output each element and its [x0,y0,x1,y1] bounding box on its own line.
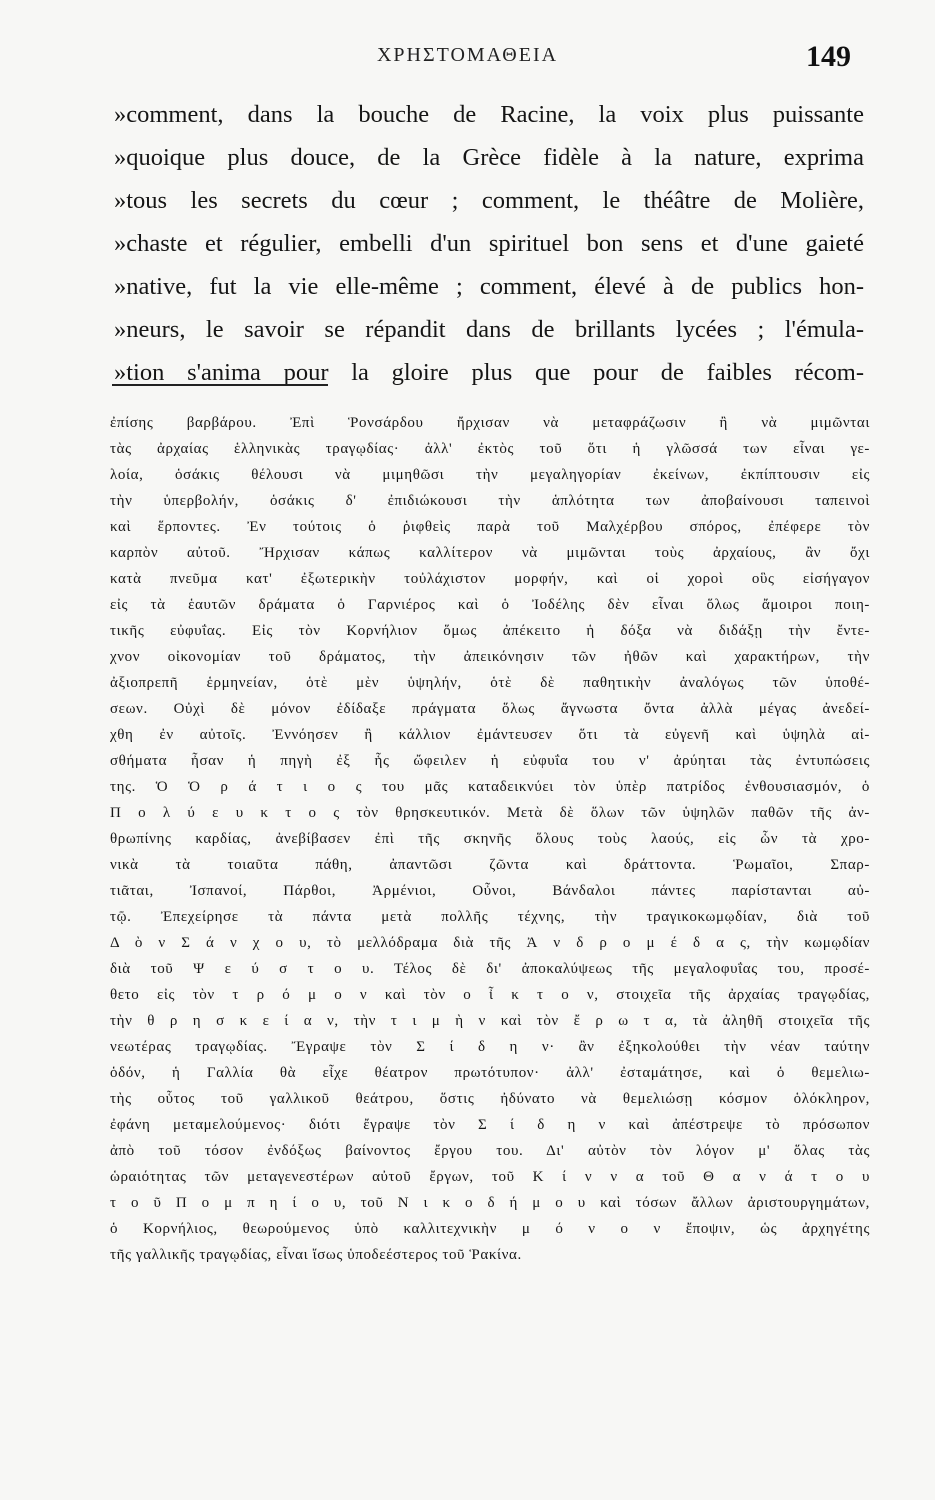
french-text-line: »tous les secrets du cœur ; comment, le théâtre de Molière, [114,187,864,214]
greek-text-line: εἰς τὰ ἑαυτῶν δράματα ὁ Γαρνιέρος καὶ ὁ Ἰοδέλης δὲν εἶναι ὅλως ἄμοιροι ποιη- [110,597,870,613]
greek-text-line: χθη ἐν αὐτοῖς. Ἐννόησεν ἢ κάλλιον ἐμάντευσεν ὅτι τὰ εὐγενῆ καὶ ὑψηλὰ αἰ- [110,727,870,743]
greek-text-line: τὰς ἀρχαίας ἑλληνικὰς τραγῳδίας· ἀλλ' ἐκτὸς τοῦ ὅτι ἡ γλῶσσά των εἶναι γε- [110,441,870,457]
greek-text-line: διὰ τοῦ Ψ ε ύ σ τ ο υ. Τέλος δὲ δι' ἀποκαλύψεως τῆς μεγαλοφυΐας του, προσέ- [110,961,870,977]
page-number: 149 [806,40,851,73]
footnote-separator-rule [112,384,328,386]
greek-text-line: ὁ Κορνήλιος, θεωρούμενος ὑπὸ καλλιτεχνικὴν μ ό ν ο ν ἔποψιν, ὡς ἀρχηγέτης [110,1221,870,1237]
french-quotation-block [114,93,864,394]
greek-text-line: θρωπίνης καρδίας, ἀνεβίβασεν ἐπὶ τῆς σκηνῆς ὅλους τοὺς λαούς, εἰς ὧν τὰ χρο- [110,831,870,847]
greek-text-line: σεων. Οὐχὶ δὲ μόνον ἐδίδαξε πράγματα ὅλως ἄγνωστα ὄντα ἀλλὰ μέγας ἀνεδεί- [110,701,870,717]
greek-text-line: ἀξιοπρεπῆ ἑρμηνείαν, ὁτὲ μὲν ὑψηλήν, ὁτὲ δὲ παθητικὴν ἀναλόγως τῶν ὑποθέ- [110,675,870,691]
greek-text-line: τὴν ὑπερβολήν, ὁσάκις δ' ἐπιδιώκουσι τὴν ἁπλότητα των ἀποβαίνουσι ταπεινοὶ [110,493,870,509]
greek-text-line: τὴν θ ρ η σ κ ε ί α ν, τὴν τ ι μ ὴ ν καὶ τὸν ἔ ρ ω τ α, τὰ ἀληθῆ στοιχεῖα τῆς [110,1013,870,1029]
greek-text-line: τ ο ῦ Π ο μ π η ί ο υ, τοῦ Ν ι κ ο δ ή μ ο υ καὶ τόσων ἄλλων ἀριστουργημάτων, [110,1195,870,1211]
greek-text-line: ἀπὸ τοῦ τόσον ἐνδόξως βαίνοντος ἔργου του. Δι' αὐτὸν τὸν λόγον μ' ὅλας τὰς [110,1143,870,1159]
running-header-title: ΧΡΗΣΤΟΜΑΘΕΙΑ [376,44,559,66]
greek-text-line: νεωτέρας τραγῳδίας. Ἔγραψε τὸν Σ ί δ η ν· ἂν ἐξηκολούθει τὴν νέαν ταύτην [110,1039,870,1055]
greek-text-line: ἐφάνη μεταμελούμενος· διότι ἔγραψε τὸν Σ ί δ η ν καὶ ἀπέστρεψε τὸ πρόσωπον [110,1117,870,1133]
greek-text-line: τῆς γαλλικῆς τραγῳδίας, εἶναι ἴσως ὑποδεέστερος τοῦ Ῥακίνα. [110,1247,522,1263]
greek-text-line: σθήματα ἦσαν ἡ πηγὴ ἐξ ἧς ὤφειλεν ἡ εὐφυΐα του ν' ἀρύηται τὰς ἐντυπώσεις [110,753,870,769]
greek-text-line: θετο εἰς τὸν τ ρ ό μ ο ν καὶ τὸν ο ἶ κ τ ο ν, στοιχεῖα τῆς ἀρχαίας τραγῳδίας, [110,987,870,1003]
french-text-line: »quoique plus douce, de la Grèce fidèle à la nature, exprima [114,144,864,171]
greek-text-line: χνον οἰκονομίαν τοῦ δράματος, τὴν ἀπεικόνησιν τῶν ἠθῶν καὶ χαρακτήρων, τὴν [110,649,870,665]
french-text-line: »chaste et régulier, embelli d'un spirituel bon sens et d'une gaieté [114,230,864,257]
greek-text-line: Δ ὸ ν Σ ά ν χ ο υ, τὸ μελλόδραμα διὰ τῆς Ἀ ν δ ρ ο μ έ δ α ς, τὴν κωμῳδίαν [110,935,870,951]
french-text-line: »comment, dans la bouche de Racine, la voix plus puissante [114,101,864,128]
greek-body-text [110,410,870,1268]
greek-text-line: της. Ὁ Ὁ ρ ά τ ι ο ς του μᾶς καταδεικνύει τὸν ὑπὲρ πατρίδος ἐνθουσιασμόν, ὁ [110,779,870,795]
greek-text-line: τιᾶται, Ἰσπανοί, Πάρθοι, Ἀρμένιοι, Οὖνοι, Βάνδαλοι πάντες παρίστανται αὐ- [110,883,870,899]
french-text-line: »neurs, le savoir se répandit dans de brillants lycées ; l'émula- [114,316,864,343]
greek-text-line: τὴς οὗτος τοῦ γαλλικοῦ θεάτρου, ὅστις ἠδύνατο νὰ θεμελιώσῃ κόσμον ὁλόκληρον, [110,1091,870,1107]
greek-text-line: καὶ ἕρποντες. Ἐν τούτοις ὁ ῥιφθεὶς παρὰ τοῦ Μαλχέρβου σπόρος, ἐπέφερε τὸν [110,519,870,535]
greek-text-line: τικῆς εὐφυΐας. Εἰς τὸν Κορνήλιον ὅμως ἀπέκειτο ἡ δόξα νὰ διδάξῃ τὴν ἔντε- [110,623,870,639]
french-text-line: »native, fut la vie elle-même ; comment, élevé à de publics hon- [114,273,864,300]
greek-text-line: ὁδόν, ἡ Γαλλία θὰ εἶχε θέατρον πρωτότυπον· ἀλλ' ἐσταμάτησε, καὶ ὁ θεμελιω- [110,1065,870,1081]
greek-text-line: λοία, ὁσάκις θέλουσι νὰ μιμηθῶσι τὴν μεγαληγορίαν ἐκείνων, ἐκπίπτουσιν εἰς [110,467,870,483]
greek-text-line: νικὰ τὰ τοιαῦτα πάθη, ἀπαντῶσι ζῶντα καὶ δράττοντα. Ῥωμαῖοι, Σπαρ- [110,857,870,873]
greek-text-line: κατὰ πνεῦμα κατ' ἐξωτερικὴν τοὐλάχιστον μορφήν, καὶ οἱ χοροὶ οὓς εἰσήγαγον [110,571,870,587]
french-text-line: »tion s'anima pour la gloire plus que pour de faibles récom- [114,359,864,386]
greek-text-line: ἐπίσης βαρβάρου. Ἐπὶ Ῥονσάρδου ἤρχισαν νὰ μεταφράζωσιν ἢ νὰ μιμῶνται [110,415,870,431]
greek-text-line: καρπὸν αὐτοῦ. Ἤρχισαν κάπως καλλίτερον νὰ μιμῶνται τοὺς ἀρχαίους, ἂν ὄχι [110,545,870,561]
greek-text-line: ὡραιότητας τῶν μεταγενεστέρων αὐτοῦ ἔργων, τοῦ Κ ί ν ν α τοῦ Θ α ν ά τ ο υ [110,1169,870,1185]
greek-text-line: τῷ. Ἐπεχείρησε τὰ πάντα μετὰ πολλῆς τέχνης, τὴν τραγικοκωμῳδίαν, διὰ τοῦ [110,909,870,925]
greek-text-line: Π ο λ ύ ε υ κ τ ο ς τὸν θρησκευτικόν. Μετὰ δὲ ὅλων τῶν ὑψηλῶν παθῶν τῆς ἀν- [110,805,870,821]
